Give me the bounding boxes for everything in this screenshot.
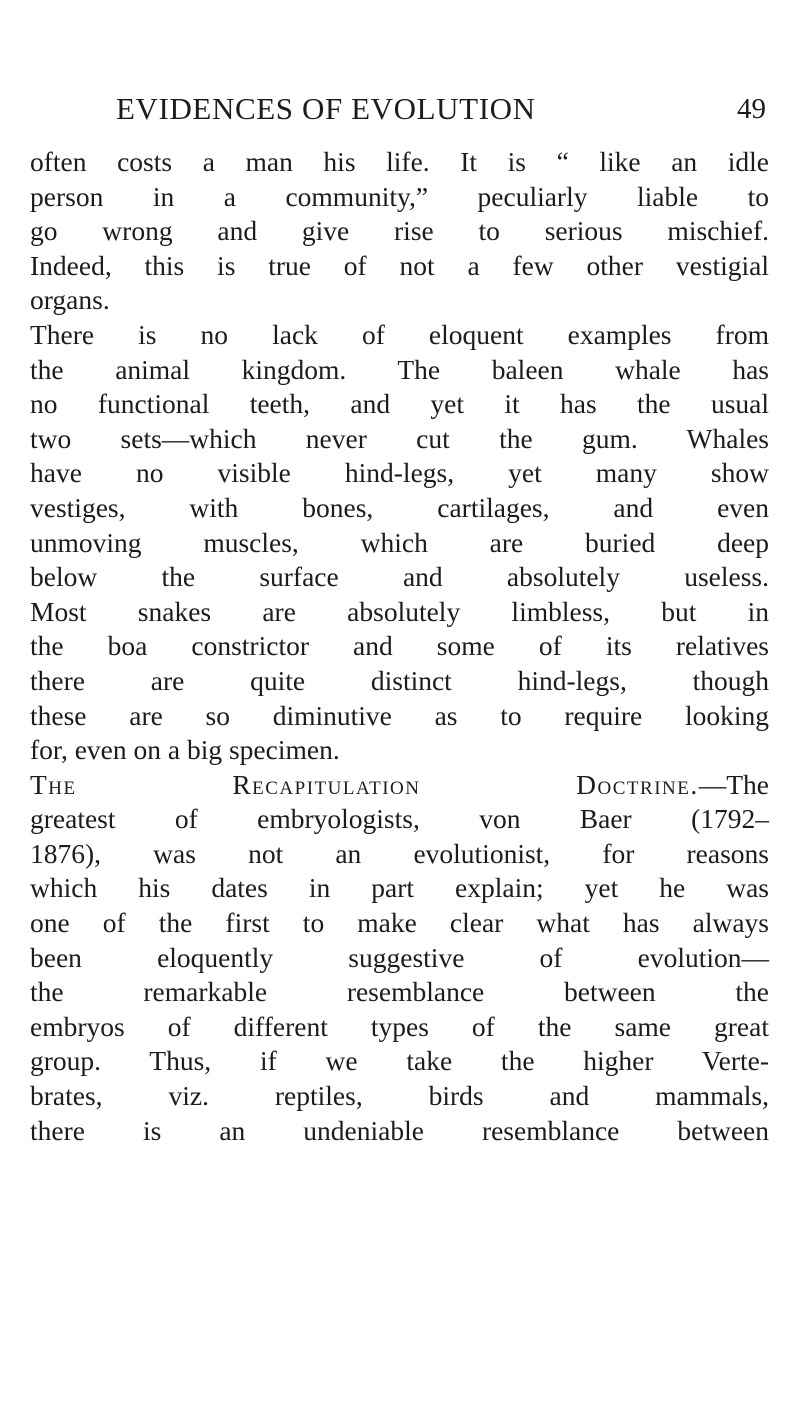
text-line: the boa constrictor and some of its relatives — [30, 630, 769, 662]
text-line: unmoving muscles, which are buried deep — [30, 526, 769, 558]
text-line: greatest of embryologists, von Baer (1792– — [30, 803, 769, 835]
text-line: person in a community,” peculiarly liable to — [30, 180, 769, 212]
text-line: organs. — [30, 284, 110, 316]
text-line: the animal kingdom. The baleen whale has — [30, 353, 769, 385]
text-line: no functional teeth, and yet it has the usual — [30, 388, 769, 420]
section-heading-line — [30, 768, 769, 803]
text-line: 1876), was not an evolutionist, for reasons — [30, 837, 769, 869]
running-head: EVIDENCES OF EVOLUTION — [116, 91, 536, 126]
text-line: Indeed, this is true of not a few other vestigial — [30, 249, 769, 281]
text-line: the remarkable resemblance between the — [30, 976, 769, 1008]
section-heading: The Recapitulation Doctrine. — [30, 768, 699, 800]
text-line: there are quite distinct hind-legs, though — [30, 664, 769, 696]
text-line: been eloquently suggestive of evolution— — [30, 941, 769, 973]
text-line: below the surface and absolutely useless. — [30, 561, 769, 593]
text-line: for, even on a big specimen. — [30, 734, 340, 766]
text-line: go wrong and give rise to serious mischief. — [30, 215, 769, 247]
text-line: two sets—which never cut the gum. Whales — [30, 422, 769, 454]
page-header — [116, 87, 766, 131]
section-heading-continuation: —The — [698, 768, 769, 800]
text-line: one of the first to make clear what has always — [30, 907, 769, 939]
text-line: there is an undeniable resemblance between — [30, 1114, 769, 1146]
text-line: embryos of different types of the same great — [30, 1010, 769, 1042]
page-number: 49 — [737, 93, 766, 125]
body-text — [30, 145, 769, 1148]
paragraph-start-line: There is no lack of eloquent examples from — [30, 318, 769, 350]
text-line: brates, viz. reptiles, birds and mammals, — [30, 1080, 769, 1112]
text-line: often costs a man his life. It is “ like an idle — [30, 146, 769, 177]
text-line: have no visible hind-legs, yet many show — [30, 457, 769, 489]
text-line: Most snakes are absolutely limbless, but in — [30, 595, 769, 627]
text-line: these are so diminutive as to require looking — [30, 699, 769, 731]
text-line: which his dates in part explain; yet he was — [30, 872, 769, 904]
text-line: group. Thus, if we take the higher Verte- — [30, 1045, 769, 1077]
text-line: vestiges, with bones, cartilages, and even — [30, 491, 769, 523]
